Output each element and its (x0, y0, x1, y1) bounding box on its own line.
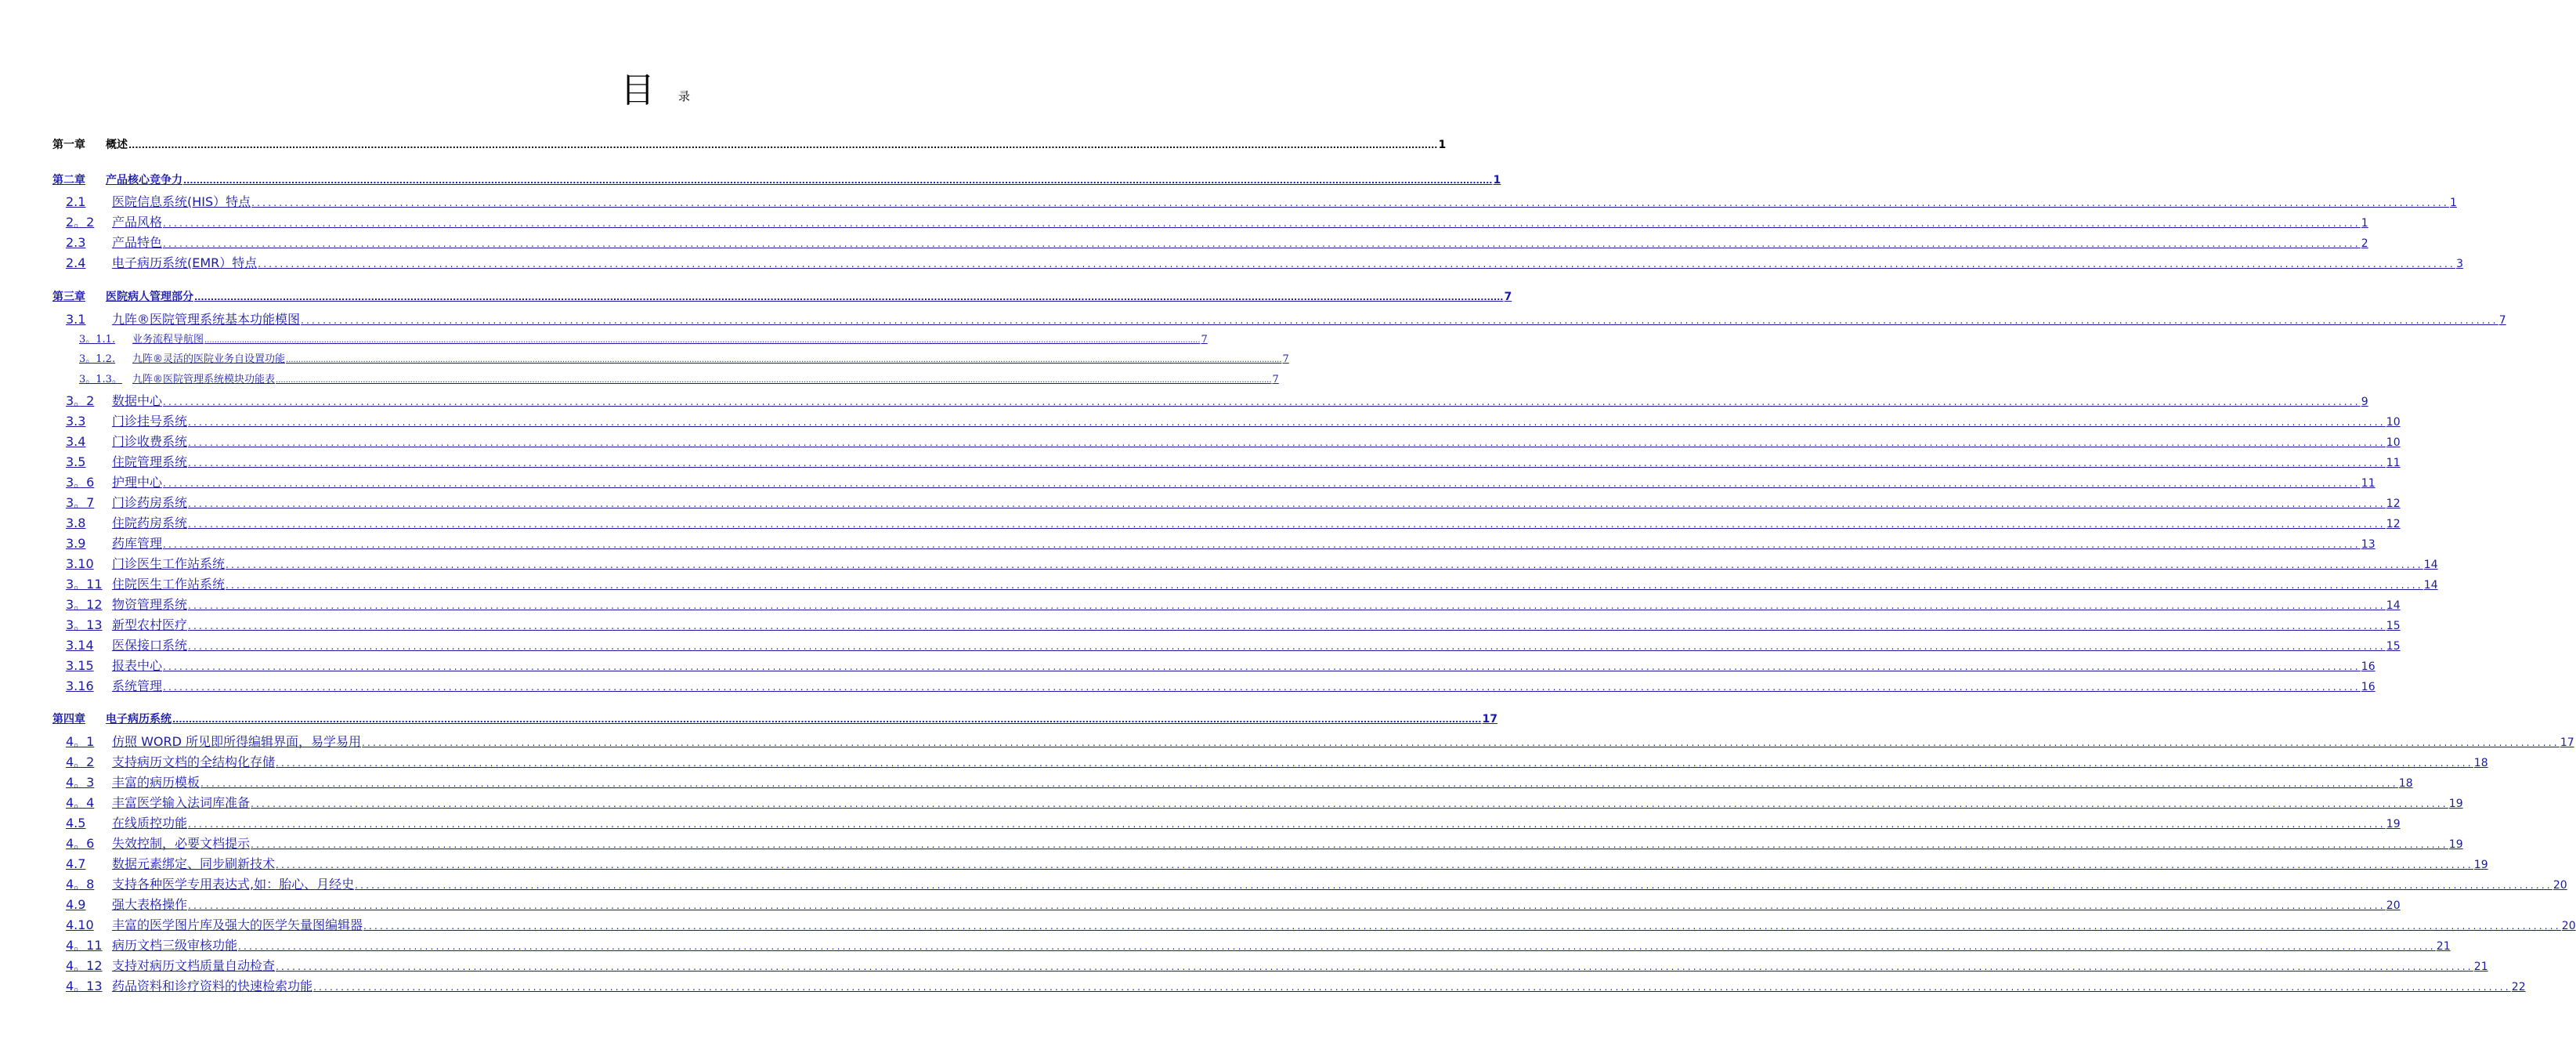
toc-entry-number: 第二章 (52, 174, 85, 186)
toc-entry-number: 3。1.2. (79, 353, 116, 365)
toc-dot-leader: ................................................................................................................................................................................................................................................................................................................................................................................................................ (183, 176, 1493, 186)
toc-section-entry[interactable] (66, 432, 2401, 450)
toc-entry-page-number: 7 (1201, 334, 1208, 346)
toc-entry-page-number: 17 (1482, 713, 1498, 726)
toc-section-entry[interactable] (66, 793, 2463, 811)
toc-entry-title: 九阵®医院管理系统基本功能模图 (112, 312, 301, 327)
toc-dot-leader: ................................................................................................................................................................................................................................................................................................................................................................................................................ (251, 197, 2449, 208)
toc-entry-title: 产品风格 (112, 215, 163, 230)
toc-entry-title: 门诊医生工作站系统 (112, 556, 226, 571)
toc-entry-number: 4.5 (66, 816, 86, 830)
toc-entry-number: 4。12 (66, 958, 103, 973)
toc-dot-leader: ................................................................................................................................................................................................................................................................................................................................................................................................................ (204, 336, 1201, 345)
toc-entry-number: 3.9 (66, 536, 86, 551)
toc-entry-page-number: 18 (2398, 777, 2413, 790)
toc-dot-leader: ................................................................................................................................................................................................................................................................................................................................................................................................................ (362, 737, 2560, 748)
toc-entry-title: 医院信息系统(HIS）特点 (112, 194, 251, 209)
toc-entry-number: 3.15 (66, 658, 94, 673)
toc-entry-number: 3。7 (66, 495, 95, 510)
toc-entry-title: 病历文档三级审核功能 (112, 938, 238, 953)
toc-entry-title: 电子病历系统(EMR）特点 (112, 255, 258, 270)
toc-dot-leader: ................................................................................................................................................................................................................................................................................................................................................................................................................ (188, 458, 2386, 469)
toc-entry-page-number: 1 (1438, 139, 1447, 151)
toc-dot-leader: ................................................................................................................................................................................................................................................................................................................................................................................................................ (313, 982, 2511, 993)
toc-entry-page-number: 13 (2361, 538, 2375, 551)
toc-entry-title: 强大表格操作 (112, 897, 188, 912)
toc-entry-number: 3。1.1. (79, 334, 116, 346)
toc-entry-page-number: 14 (2386, 599, 2401, 612)
toc-dot-leader: ................................................................................................................................................................................................................................................................................................................................................................................................................ (276, 859, 2473, 870)
toc-entry-number: 4。11 (66, 938, 103, 953)
toc-section-entry[interactable] (66, 472, 2375, 490)
toc-entry-title: 丰富医学输入法词库准备 (112, 795, 251, 810)
toc-entry-title: 产品特色 (112, 235, 163, 250)
toc-entry-title: 住院药房系统 (112, 516, 188, 530)
toc-entry-page-number: 2 (2361, 237, 2368, 250)
toc-dot-leader: ................................................................................................................................................................................................................................................................................................................................................................................................................ (163, 396, 2361, 407)
toc-entry-number: 3.5 (66, 454, 86, 469)
toc-entry-number: 3.3 (66, 414, 86, 429)
toc-entry-number: 4。3 (66, 775, 95, 790)
toc-dot-leader: ................................................................................................................................................................................................................................................................................................................................................................................................................ (188, 417, 2386, 428)
toc-entry-page-number: 18 (2473, 757, 2488, 769)
toc-entry-page-number: 11 (2386, 457, 2401, 469)
toc-entry-title: 业务流程导航图 (132, 334, 204, 346)
toc-section-entry[interactable] (66, 854, 2488, 872)
toc-entry-page-number: 20 (2386, 899, 2401, 912)
toc-dot-leader: ................................................................................................................................................................................................................................................................................................................................................................................................................ (188, 600, 2386, 611)
toc-subsection-entry[interactable] (79, 350, 1289, 365)
toc-entry-page-number: 9 (2361, 396, 2368, 408)
toc-section-entry[interactable] (66, 233, 2368, 251)
toc-dot-leader: ................................................................................................................................................................................................................................................................................................................................................................................................................ (163, 539, 2361, 550)
toc-dot-leader: ................................................................................................................................................................................................................................................................................................................................................................................................................ (188, 641, 2386, 652)
toc-entry-title: 电子病历系统 (106, 713, 172, 726)
toc-dot-leader: ................................................................................................................................................................................................................................................................................................................................................................................................................ (301, 315, 2498, 326)
toc-entry-number: 4。8 (66, 877, 95, 892)
toc-section-entry[interactable] (66, 411, 2401, 429)
toc-entry-page-number: 11 (2361, 477, 2375, 490)
toc-dot-leader: ................................................................................................................................................................................................................................................................................................................................................................................................................ (188, 900, 2386, 911)
toc-dot-leader: ................................................................................................................................................................................................................................................................................................................................................................................................................ (163, 682, 2361, 693)
toc-section-entry[interactable] (66, 212, 2368, 230)
toc-entry-title: 支持病历文档的全结构化存储 (112, 754, 276, 769)
toc-section-entry[interactable] (66, 752, 2488, 770)
toc-dot-leader: ................................................................................................................................................................................................................................................................................................................................................................................................................ (258, 259, 2456, 270)
toc-entry-title: 药库管理 (112, 536, 163, 551)
toc-dot-leader: ................................................................................................................................................................................................................................................................................................................................................................................................................ (226, 580, 2423, 591)
toc-section-entry[interactable] (66, 976, 2526, 994)
toc-section-entry[interactable] (66, 813, 2401, 831)
toc-entry-number: 4。1 (66, 734, 95, 749)
toc-entry-page-number: 16 (2361, 681, 2375, 693)
toc-dot-leader: ................................................................................................................................................................................................................................................................................................................................................................................................................ (188, 498, 2386, 509)
toc-dot-leader: ................................................................................................................................................................................................................................................................................................................................................................................................................ (226, 559, 2423, 570)
toc-entry-title: 新型农村医疗 (112, 617, 188, 632)
toc-dot-leader: ................................................................................................................................................................................................................................................................................................................................................................................................................ (251, 798, 2448, 809)
toc-subsection-entry[interactable] (79, 371, 1279, 385)
toc-section-entry[interactable] (66, 956, 2488, 974)
toc-dot-leader: ................................................................................................................................................................................................................................................................................................................................................................................................................ (238, 941, 2436, 952)
toc-chapter-entry (52, 136, 1447, 152)
toc-dot-leader: ................................................................................................................................................................................................................................................................................................................................................................................................................ (188, 819, 2386, 830)
toc-entry-page-number: 12 (2386, 518, 2401, 530)
toc-entry-page-number: 14 (2423, 579, 2438, 592)
toc-entry-page-number: 15 (2386, 640, 2401, 653)
toc-entry-page-number: 7 (2498, 314, 2506, 327)
toc-entry-page-number: 1 (2449, 197, 2457, 209)
toc-entry-number: 3。6 (66, 475, 95, 490)
toc-entry-title: 在线质控功能 (112, 816, 188, 830)
toc-entry-page-number: 14 (2423, 559, 2438, 571)
toc-entry-number: 2.1 (66, 194, 86, 209)
toc-chapter-entry[interactable] (52, 288, 1512, 304)
toc-entry-title: 仿照 WORD 所见即所得编辑界面，易学易用 (112, 734, 362, 749)
toc-dot-leader: ................................................................................................................................................................................................................................................................................................................................................................................................................ (163, 478, 2361, 489)
toc-heading-main: 目 (620, 71, 655, 110)
toc-section-entry[interactable] (66, 391, 2368, 409)
toc-dot-leader: ................................................................................................................................................................................................................................................................................................................................................................................................................ (276, 376, 1272, 385)
toc-entry-number: 3。13 (66, 617, 103, 632)
toc-subsection-entry[interactable] (79, 331, 1208, 346)
toc-section-entry[interactable] (66, 935, 2451, 953)
toc-dot-leader: ................................................................................................................................................................................................................................................................................................................................................................................................................ (163, 218, 2361, 229)
toc-dot-leader: ................................................................................................................................................................................................................................................................................................................................................................................................................ (188, 519, 2386, 530)
toc-entry-title: 支持各种医学专用表达式,如：胎心、月经史 (112, 877, 355, 892)
toc-dot-leader: ................................................................................................................................................................................................................................................................................................................................................................................................................ (194, 292, 1504, 302)
toc-dot-leader: ................................................................................................................................................................................................................................................................................................................................................................................................................ (286, 356, 1282, 364)
toc-entry-title: 概述 (106, 139, 128, 151)
toc-entry-title: 报表中心 (112, 658, 163, 673)
toc-entry-number: 3.4 (66, 434, 86, 449)
toc-entry-number: 2。2 (66, 215, 95, 230)
toc-entry-page-number: 7 (1282, 353, 1289, 365)
toc-entry-page-number: 22 (2511, 981, 2526, 993)
toc-dot-leader: ................................................................................................................................................................................................................................................................................................................................................................................................................ (163, 661, 2361, 672)
toc-section-entry[interactable] (66, 452, 2401, 470)
toc-entry-title: 失效控制，必要文档提示 (112, 836, 251, 851)
toc-entry-number: 第三章 (52, 291, 85, 303)
toc-entry-title: 丰富的医学图片库及强大的医学矢量图编辑器 (112, 917, 363, 932)
toc-entry-title: 数据元素绑定、同步刷新技术 (112, 856, 276, 871)
toc-entry-number: 4.7 (66, 856, 86, 871)
toc-section-entry[interactable] (66, 676, 2375, 694)
toc-dot-leader: ................................................................................................................................................................................................................................................................................................................................................................................................................ (276, 758, 2473, 769)
toc-section-entry[interactable] (66, 309, 2506, 327)
toc-section-entry[interactable] (66, 732, 2574, 750)
toc-section-entry[interactable] (66, 493, 2401, 511)
toc-entry-number: 4.9 (66, 897, 86, 912)
toc-dot-leader: ................................................................................................................................................................................................................................................................................................................................................................................................................ (276, 961, 2473, 972)
toc-entry-number: 3.14 (66, 638, 94, 653)
toc-entry-title: 医保接口系统 (112, 638, 188, 653)
toc-entry-number: 3。12 (66, 597, 103, 612)
toc-entry-title: 门诊药房系统 (112, 495, 188, 510)
toc-section-entry[interactable] (66, 895, 2401, 913)
toc-entry-title: 系统管理 (112, 678, 163, 693)
toc-dot-leader: ................................................................................................................................................................................................................................................................................................................................................................................................................ (172, 715, 1482, 725)
toc-entry-number: 4.10 (66, 917, 94, 932)
toc-entry-page-number: 15 (2386, 620, 2401, 632)
toc-entry-page-number: 7 (1272, 374, 1279, 385)
toc-entry-title: 门诊收费系统 (112, 434, 188, 449)
toc-entry-page-number: 20 (2553, 879, 2567, 892)
toc-entry-page-number: 12 (2386, 498, 2401, 510)
toc-chapter-entry[interactable] (52, 711, 1498, 726)
toc-entry-title: 丰富的病历模板 (112, 775, 201, 790)
toc-entry-title: 住院医生工作站系统 (112, 577, 226, 592)
toc-section-entry[interactable] (66, 874, 2567, 892)
toc-entry-page-number: 21 (2473, 961, 2488, 973)
toc-section-entry[interactable] (66, 615, 2401, 633)
toc-entry-page-number: 19 (2386, 818, 2401, 830)
toc-entry-number: 4。6 (66, 836, 95, 851)
toc-dot-leader: ................................................................................................................................................................................................................................................................................................................................................................................................................ (355, 880, 2553, 891)
toc-entry-number: 3.1 (66, 312, 86, 327)
toc-section-entry[interactable] (66, 534, 2375, 552)
toc-entry-title: 医院病人管理部分 (106, 291, 193, 303)
toc-entry-title: 支持对病历文档质量自动检查 (112, 958, 276, 973)
toc-dot-leader: ................................................................................................................................................................................................................................................................................................................................................................................................................ (251, 839, 2448, 850)
toc-entry-page-number: 16 (2361, 660, 2375, 673)
toc-section-entry[interactable] (66, 635, 2401, 653)
toc-section-entry[interactable] (66, 192, 2457, 210)
toc-heading-sub: 录 (678, 89, 691, 103)
toc-dot-leader: ................................................................................................................................................................................................................................................................................................................................................................................................................ (163, 238, 2361, 249)
toc-dot-leader: ................................................................................................................................................................................................................................................................................................................................................................................................................ (201, 778, 2398, 789)
toc-entry-number: 2.3 (66, 235, 86, 250)
toc-entry-page-number: 21 (2436, 940, 2451, 953)
toc-entry-number: 2.4 (66, 255, 86, 270)
toc-entry-page-number: 3 (2456, 258, 2463, 270)
toc-entry-page-number: 7 (1504, 291, 1512, 303)
toc-section-entry[interactable] (66, 773, 2413, 791)
toc-section-entry[interactable] (66, 253, 2463, 271)
toc-section-entry[interactable] (66, 915, 2576, 933)
toc-entry-title: 物资管理系统 (112, 597, 188, 612)
toc-entry-number: 4。13 (66, 979, 103, 993)
toc-entry-number: 3。11 (66, 577, 103, 592)
toc-entry-title: 九阵®灵活的医院业务自设置功能 (132, 353, 286, 365)
toc-entry-page-number: 19 (2448, 798, 2463, 810)
toc-entry-page-number: 19 (2448, 838, 2463, 851)
toc-dot-leader: ................................................................................................................................................................................................................................................................................................................................................................................................................ (188, 437, 2386, 448)
toc-entry-number: 3。1.3。 (79, 374, 122, 385)
toc-entry-page-number: 10 (2386, 416, 2401, 429)
toc-dot-leader: ................................................................................................................................................................................................................................................................................................................................................................................................................ (363, 921, 2561, 932)
toc-entry-page-number: 1 (1493, 174, 1501, 186)
toc-entry-page-number: 20 (2561, 920, 2576, 932)
toc-section-entry[interactable] (66, 595, 2401, 613)
toc-section-entry[interactable] (66, 834, 2463, 852)
toc-entry-page-number: 17 (2560, 736, 2574, 749)
toc-entry-number: 第四章 (52, 713, 85, 726)
toc-section-entry[interactable] (66, 574, 2438, 592)
toc-section-entry[interactable] (66, 513, 2401, 531)
toc-entry-number: 3.10 (66, 556, 94, 571)
toc-entry-title: 门诊挂号系统 (112, 414, 188, 429)
toc-entry-number: 3.16 (66, 678, 94, 693)
toc-entry-title: 数据中心 (112, 393, 163, 408)
toc-dot-leader: ................................................................................................................................................................................................................................................................................................................................................................................................................ (188, 621, 2386, 631)
toc-entry-number: 3.8 (66, 516, 86, 530)
toc-entry-title: 产品核心竞争力 (106, 174, 182, 186)
toc-entry-title: 药品资料和诊疗资料的快速检索功能 (112, 979, 313, 993)
toc-entry-page-number: 19 (2473, 859, 2488, 871)
toc-entry-number: 第一章 (52, 139, 85, 151)
toc-section-entry[interactable] (66, 656, 2375, 674)
toc-section-entry[interactable] (66, 554, 2438, 572)
toc-entry-number: 4。4 (66, 795, 95, 810)
toc-entry-number: 4。2 (66, 754, 95, 769)
toc-dot-leader: ................................................................................................................................................................................................................................................................................................................................................................................................................ (128, 140, 1438, 150)
toc-entry-page-number: 1 (2361, 217, 2368, 230)
toc-entry-page-number: 10 (2386, 436, 2401, 449)
toc-entry-number: 3。2 (66, 393, 95, 408)
toc-entry-title: 九阵®医院管理系统模块功能表 (132, 374, 276, 385)
toc-entry-title: 住院管理系统 (112, 454, 188, 469)
toc-chapter-entry[interactable] (52, 172, 1501, 187)
toc-entry-title: 护理中心 (112, 475, 163, 490)
